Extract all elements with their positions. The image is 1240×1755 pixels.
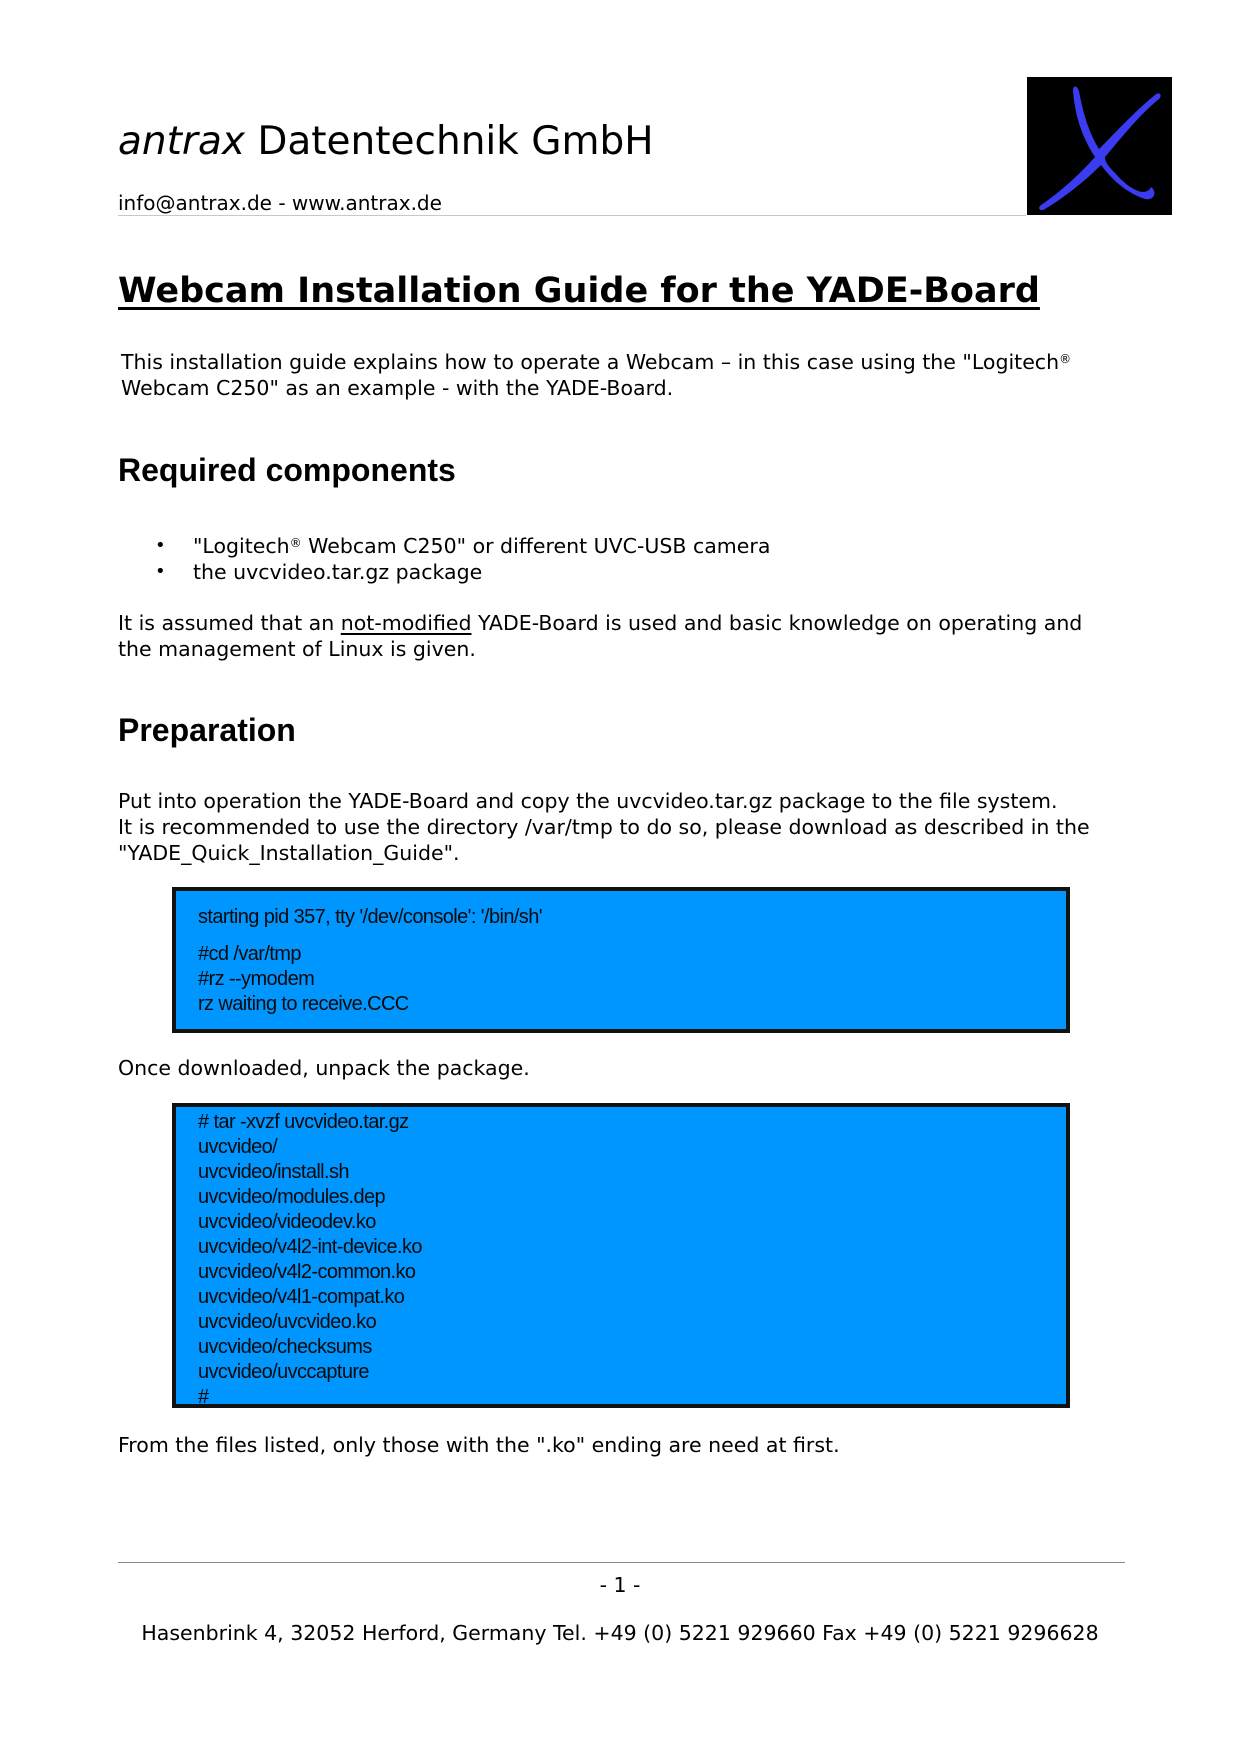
terminal-line: uvcvideo/v4l2-int-device.ko (198, 1236, 422, 1258)
terminal-line: uvcvideo/videodev.ko (198, 1211, 376, 1233)
unpack-instruction: Once downloaded, unpack the package. (118, 1056, 530, 1080)
terminal-line: uvcvideo/modules.dep (198, 1186, 386, 1208)
terminal-line: # (198, 1386, 209, 1408)
header-divider (118, 215, 1026, 216)
bullet-text-2: the uvcvideo.tar.gz package (193, 560, 483, 584)
bullet-icon: • (155, 561, 166, 582)
terminal-line: uvcvideo/v4l2-common.ko (198, 1261, 416, 1283)
terminal-box-unpack (172, 1103, 1070, 1408)
terminal-line: uvcvideo/install.sh (198, 1161, 349, 1183)
bullet-text-1b: Webcam C250" or different UVC-USB camera (301, 534, 771, 558)
footer-divider (118, 1562, 1125, 1563)
footer-address: Hasenbrink 4, 32052 Herford, Germany Tel. +49 (0) 5221 929660 Fax +49 (0) 5221 9296628 (141, 1621, 1099, 1645)
required-components-heading: Required components (118, 452, 456, 488)
assumption-text-2: YADE-Board is used and basic knowledge on operating and the management of Linux is given. (118, 611, 1083, 661)
antrax-x-logo-icon (1027, 77, 1172, 215)
list-item (155, 559, 770, 585)
list-item (155, 533, 770, 559)
page-number: - 1 - (599, 1573, 641, 1597)
preparation-paragraph (118, 788, 1148, 866)
preparation-heading: Preparation (118, 712, 296, 748)
intro-paragraph (121, 349, 1111, 401)
assumption-paragraph (118, 610, 1118, 662)
bullet-icon: • (155, 535, 166, 556)
preparation-line-1: Put into operation the YADE-Board and copy the uvcvideo.tar.gz package to the file system. (118, 789, 1058, 813)
terminal-line: uvcvideo/v4l1-compat.ko (198, 1286, 405, 1308)
ko-files-note: From the files listed, only those with the ".ko" ending are need at first. (118, 1433, 840, 1457)
preparation-line-3: "YADE_Quick_Installation_Guide". (118, 841, 460, 865)
registered-mark: ® (289, 536, 302, 550)
not-modified-underlined: not-modified (340, 611, 472, 635)
preparation-line-2: It is recommended to use the directory /var/tmp to do so, please download as described in the (118, 815, 1090, 839)
registered-mark: ® (1059, 352, 1072, 366)
terminal-line: uvcvideo/uvcvideo.ko (198, 1311, 377, 1333)
document-title: Webcam Installation Guide for the YADE-Board (118, 271, 1040, 311)
bullet-text-1a: "Logitech (193, 534, 290, 558)
terminal-line: uvcvideo/checksums (198, 1336, 372, 1358)
terminal-line: #cd /var/tmp (198, 943, 301, 965)
intro-text-1: This installation guide explains how to operate a Webcam – in this case using the "Logitech (121, 350, 1060, 374)
required-components-list (155, 533, 770, 585)
contact-info: info@antrax.de - www.antrax.de (118, 191, 442, 215)
terminal-line: uvcvideo/uvccapture (198, 1361, 369, 1383)
intro-text-2: Webcam C250" as an example - with the YADE-Board. (121, 376, 674, 400)
company-brand: antrax (118, 119, 245, 164)
terminal-box-download (172, 887, 1070, 1033)
terminal-line: starting pid 357, tty '/dev/console': '/bin/sh' (198, 906, 542, 928)
terminal-line: #rz --ymodem (198, 968, 315, 990)
terminal-line: # tar -xvzf uvcvideo.tar.gz (198, 1111, 409, 1133)
assumption-text-1: It is assumed that an (118, 611, 341, 635)
terminal-line: rz waiting to receive.CCC (198, 993, 409, 1015)
terminal-line: uvcvideo/ (198, 1136, 278, 1158)
company-name-rest: Datentechnik GmbH (244, 119, 654, 164)
company-name (118, 118, 654, 166)
logo-x-mark (1027, 77, 1172, 215)
